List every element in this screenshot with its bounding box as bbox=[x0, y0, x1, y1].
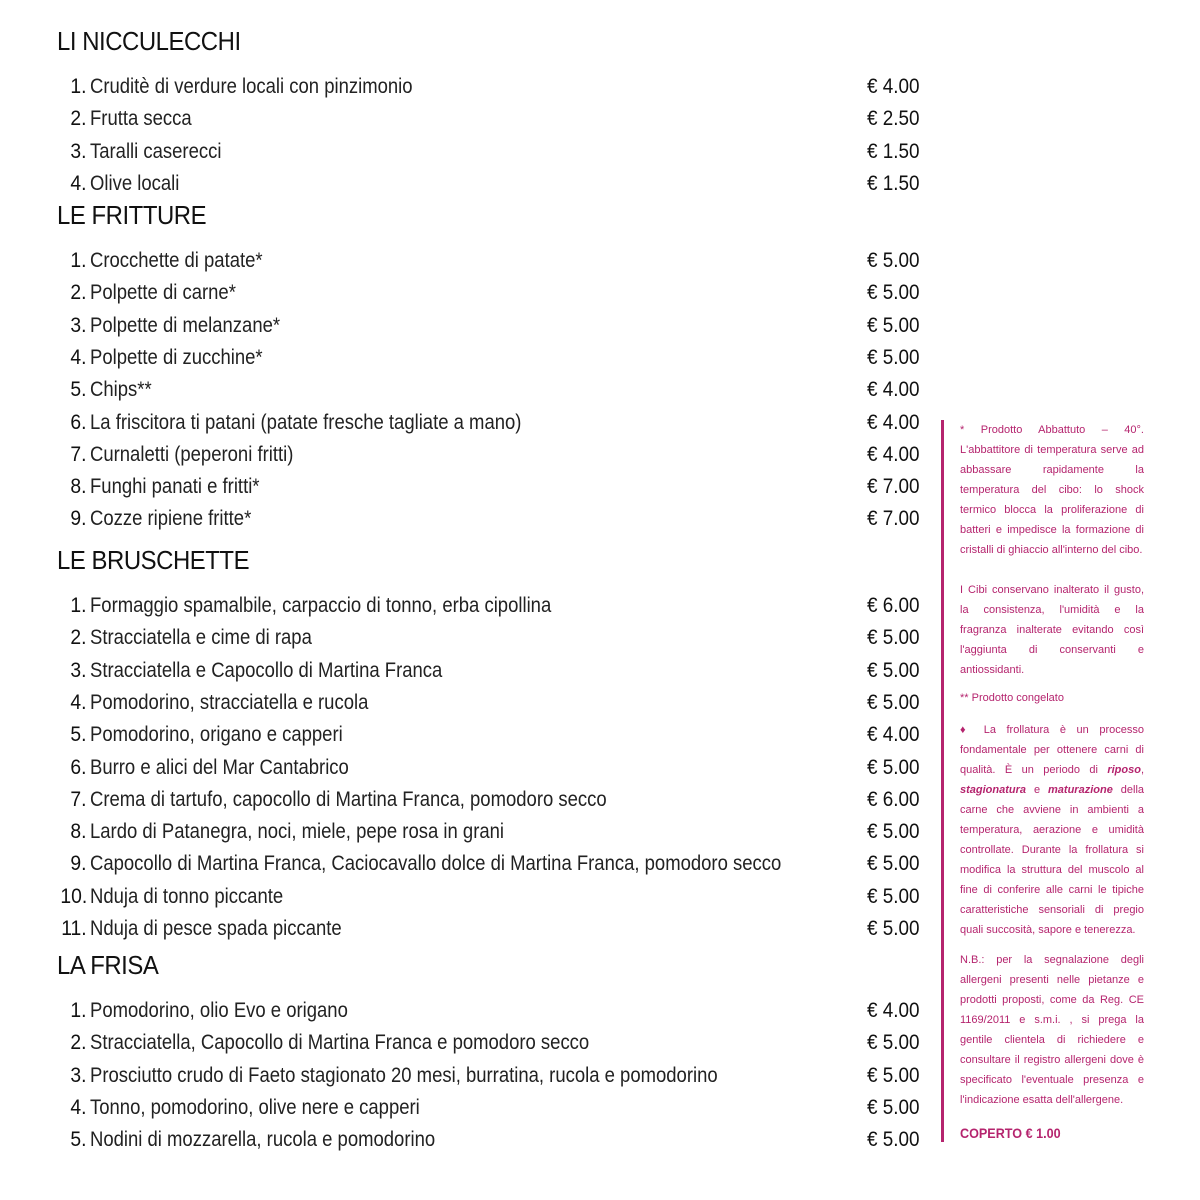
item-price: € 5.00 bbox=[867, 1095, 920, 1119]
item-number: 2. bbox=[70, 281, 87, 305]
item-name: Lardo di Patanegra, noci, miele, pepe rosa in grani bbox=[90, 820, 505, 844]
frollatura-maturazione: maturazione bbox=[1048, 784, 1113, 796]
item-name: Burro e alici del Mar Cantabrico bbox=[90, 755, 349, 779]
item-name: Frutta secca bbox=[90, 107, 192, 131]
item-name: Cruditè di verdure locali con pinzimonio bbox=[90, 75, 413, 98]
frollatura-stagionatura: stagionatura bbox=[960, 784, 1027, 796]
item-price: € 7.00 bbox=[867, 507, 920, 531]
item-name: Prosciutto crudo di Faeto stagionato 20 mesi, burratina, rucola e pomodorino bbox=[90, 1063, 718, 1087]
item-name: Stracciatella, Capocollo di Martina Franca e pomodoro secco bbox=[90, 1031, 590, 1055]
item-number: 1. bbox=[70, 75, 87, 98]
item-name: Nodini di mozzarella, rucola e pomodorino bbox=[90, 1128, 436, 1152]
section-title: LE FRITTURE bbox=[57, 200, 207, 230]
menu-item bbox=[0, 107, 935, 139]
item-number: 5. bbox=[70, 1128, 87, 1152]
menu-item bbox=[0, 249, 935, 281]
item-number: 1. bbox=[70, 249, 87, 272]
menu-item bbox=[0, 140, 935, 172]
menu-item bbox=[0, 1096, 935, 1128]
item-name: Cozze ripiene fritte* bbox=[90, 507, 252, 531]
item-price: € 1.50 bbox=[867, 139, 920, 163]
item-name: Chips** bbox=[90, 378, 152, 402]
item-price: € 5.00 bbox=[867, 884, 920, 908]
note-abbattuto: * Prodotto Abbattuto – 40°. L'abbattitore di temperatura serve ad abbassare rapidamente la temperatura del cibo: lo shock termico blocca la proliferazione di batteri e impedisce la formazione di cristalli di ghiaccio all'interno del cibo. bbox=[960, 424, 1144, 556]
item-name: Crocchette di patate* bbox=[90, 249, 263, 272]
item-number: 3. bbox=[70, 313, 87, 337]
item-price: € 4.00 bbox=[867, 75, 920, 98]
note-allergeni: N.B.: per la segnalazione degli allergeni presenti nelle pietanze e prodotti proposti, come da Reg. CE 1169/2011 e s.m.i. , si prega la gentile clientela di richiedere e consultare il registro allergeni dove è specificato l'eventuale presenza e l'indicazione esatta dell'allergene. bbox=[960, 954, 1144, 1106]
item-name: Stracciatella e Capocollo di Martina Franca bbox=[90, 658, 443, 682]
menu-item bbox=[0, 1064, 935, 1096]
item-name: Polpette di zucchine* bbox=[90, 345, 263, 369]
item-number: 1. bbox=[70, 999, 87, 1022]
item-price: € 4.00 bbox=[867, 410, 920, 434]
item-number: 7. bbox=[70, 787, 87, 811]
frollatura-and: e bbox=[1026, 784, 1049, 796]
note-conservano: I Cibi conservano inalterato il gusto, la consistenza, l'umidità e la fragranza inalterate evitando così l'aggiunta di conservanti e antiossidanti. bbox=[960, 584, 1144, 676]
item-name: Funghi panati e fritti* bbox=[90, 475, 260, 499]
item-number: 4. bbox=[70, 171, 87, 195]
item-number: 6. bbox=[70, 410, 87, 434]
item-number: 10. bbox=[60, 884, 87, 908]
item-price: € 5.00 bbox=[867, 1063, 920, 1087]
menu-item bbox=[0, 346, 935, 378]
frollatura-rest: della carne che avviene in ambienti a temperatura, aerazione e umidità controllate. Durante la frollatura si modifica la struttura del muscolo al fine di conferire alle carni le tipiche caratteristiche sensoriali di pregio quali succosità, sapore e tenerezza. bbox=[960, 784, 1145, 936]
menu-item bbox=[0, 507, 935, 539]
menu-item bbox=[0, 691, 935, 723]
item-number: 9. bbox=[70, 507, 87, 531]
item-name: Pomodorino, olio Evo e origano bbox=[90, 999, 348, 1022]
menu-item bbox=[0, 1031, 935, 1063]
menu-item bbox=[0, 723, 935, 755]
item-name: Stracciatella e cime di rapa bbox=[90, 626, 312, 650]
item-price: € 6.00 bbox=[867, 594, 920, 617]
section-title: LE BRUSCHETTE bbox=[57, 545, 250, 575]
item-number: 8. bbox=[70, 820, 87, 844]
menu-item bbox=[0, 378, 935, 410]
menu-item bbox=[0, 75, 935, 107]
menu-item bbox=[0, 788, 935, 820]
item-name: Pomodorino, origano e capperi bbox=[90, 723, 343, 747]
section-title: LI NICCULECCHI bbox=[57, 26, 241, 56]
item-price: € 5.00 bbox=[867, 690, 920, 714]
item-price: € 5.00 bbox=[867, 313, 920, 337]
item-name: Formaggio spamalbile, carpaccio di tonno, erba cipollina bbox=[90, 594, 552, 617]
section-title: LA FRISA bbox=[57, 950, 159, 980]
menu-item bbox=[0, 443, 935, 475]
item-number: 4. bbox=[70, 1095, 87, 1119]
menu-item bbox=[0, 756, 935, 788]
item-name: Curnaletti (peperoni fritti) bbox=[90, 442, 294, 466]
item-number: 6. bbox=[70, 755, 87, 779]
item-number: 4. bbox=[70, 345, 87, 369]
menu-item bbox=[0, 917, 935, 949]
item-price: € 5.00 bbox=[867, 249, 920, 272]
frollatura-comma: , bbox=[1140, 764, 1144, 776]
menu-item bbox=[0, 885, 935, 917]
menu-item bbox=[0, 626, 935, 658]
menu-item bbox=[0, 999, 935, 1031]
item-name: Polpette di carne* bbox=[90, 281, 236, 305]
menu-item bbox=[0, 314, 935, 346]
menu-item bbox=[0, 281, 935, 313]
item-number: 8. bbox=[70, 475, 87, 499]
item-price: € 5.00 bbox=[867, 1031, 920, 1055]
item-number: 4. bbox=[70, 690, 87, 714]
menu-item bbox=[0, 852, 935, 884]
menu-item bbox=[0, 659, 935, 691]
frollatura-intro: ♦ La frollatura è un processo fondamentale per ottenere carni di qualità. È un periodo di bbox=[960, 724, 1144, 776]
item-number: 1. bbox=[70, 594, 87, 617]
note-congelato: ** Prodotto congelato bbox=[960, 692, 1064, 704]
item-name: Polpette di melanzane* bbox=[90, 313, 281, 337]
item-number: 2. bbox=[70, 107, 87, 131]
item-price: € 5.00 bbox=[867, 917, 920, 940]
item-price: € 5.00 bbox=[867, 345, 920, 369]
item-price: € 1.50 bbox=[867, 171, 920, 195]
item-name: Crema di tartufo, capocollo di Martina Franca, pomodoro secco bbox=[90, 787, 607, 811]
menu-item bbox=[0, 594, 935, 626]
item-price: € 5.00 bbox=[867, 755, 920, 779]
item-name: Pomodorino, stracciatella e rucola bbox=[90, 690, 369, 714]
item-price: € 4.00 bbox=[867, 442, 920, 466]
item-price: € 5.00 bbox=[867, 658, 920, 682]
item-number: 5. bbox=[70, 378, 87, 402]
item-price: € 6.00 bbox=[867, 787, 920, 811]
item-number: 5. bbox=[70, 723, 87, 747]
menu-item bbox=[0, 411, 935, 443]
item-name: Capocollo di Martina Franca, Caciocavallo dolce di Martina Franca, pomodoro secco bbox=[90, 852, 782, 876]
item-price: € 5.00 bbox=[867, 852, 920, 876]
item-name: La friscitora ti patani (patate fresche tagliate a mano) bbox=[90, 410, 522, 434]
item-name: Taralli caserecci bbox=[90, 139, 222, 163]
item-price: € 7.00 bbox=[867, 475, 920, 499]
note-frollatura bbox=[960, 720, 1144, 940]
item-price: € 5.00 bbox=[867, 820, 920, 844]
item-number: 3. bbox=[70, 658, 87, 682]
coperto-price: COPERTO € 1.00 bbox=[960, 1125, 1061, 1141]
item-price: € 2.50 bbox=[867, 107, 920, 131]
menu-item bbox=[0, 820, 935, 852]
item-number: 3. bbox=[70, 1063, 87, 1087]
item-name: Olive locali bbox=[90, 171, 180, 195]
item-price: € 5.00 bbox=[867, 1128, 920, 1152]
item-number: 9. bbox=[70, 852, 87, 876]
item-number: 11. bbox=[61, 917, 87, 940]
item-price: € 4.00 bbox=[867, 999, 920, 1022]
menu-item bbox=[0, 1128, 935, 1160]
item-price: € 4.00 bbox=[867, 378, 920, 402]
item-price: € 5.00 bbox=[867, 281, 920, 305]
item-name: Tonno, pomodorino, olive nere e capperi bbox=[90, 1095, 420, 1119]
item-number: 3. bbox=[70, 139, 87, 163]
frollatura-riposo: riposo bbox=[1107, 764, 1141, 776]
item-price: € 4.00 bbox=[867, 723, 920, 747]
sidebar-notes bbox=[941, 420, 1149, 1142]
item-name: Nduja di pesce spada piccante bbox=[90, 917, 342, 940]
item-number: 2. bbox=[70, 1031, 87, 1055]
item-name: Nduja di tonno piccante bbox=[90, 884, 284, 908]
item-price: € 5.00 bbox=[867, 626, 920, 650]
item-number: 7. bbox=[70, 442, 87, 466]
item-number: 2. bbox=[70, 626, 87, 650]
menu-item bbox=[0, 475, 935, 507]
